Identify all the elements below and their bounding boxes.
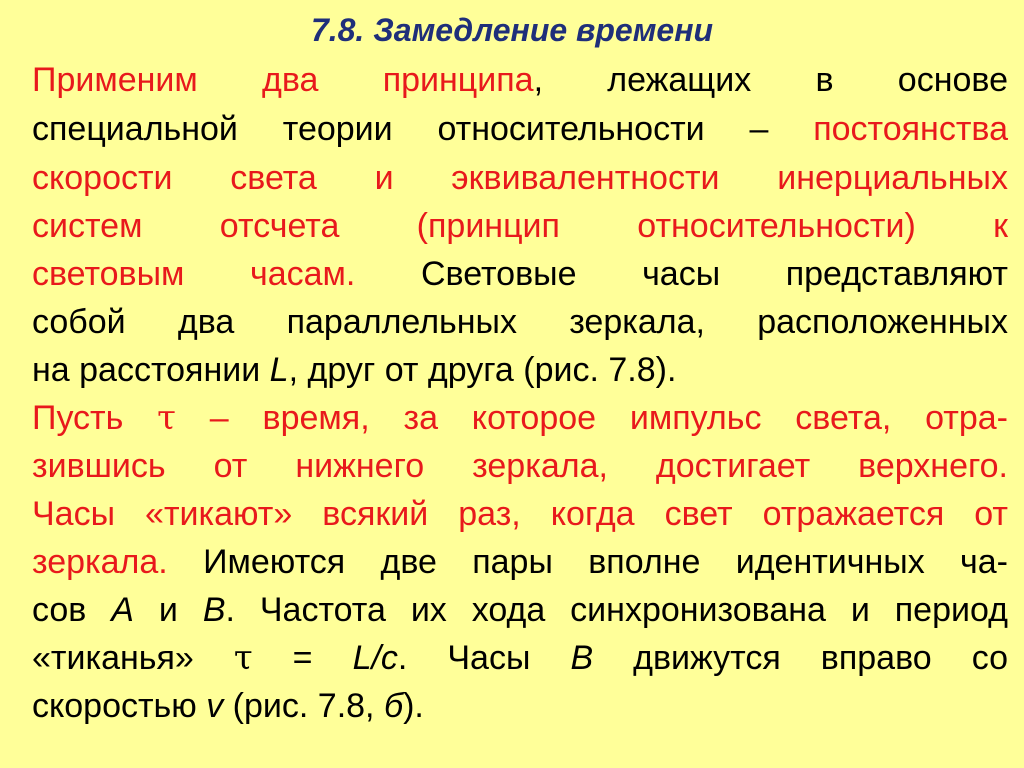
symbol-A: А	[111, 591, 134, 629]
text-segment: Имеются две пары вполне идентичных ча-	[167, 543, 1008, 581]
text-segment: (рис. 7.8,	[223, 687, 384, 725]
text-segment: , друг от друга (рис. 7.8).	[288, 351, 677, 389]
text-line-13	[32, 638, 1008, 678]
text-segment: Пусть	[32, 399, 158, 437]
text-line-9: зившись от нижнего зеркала, достигает верхнего.	[32, 447, 1008, 485]
text-line-2	[32, 109, 1008, 149]
text-line-12	[32, 590, 1008, 630]
text-segment: скоростью	[32, 687, 207, 725]
text-segment: . Частота их хода синхронизована и период	[225, 591, 1008, 629]
text-segment: движутся вправо со	[593, 639, 1008, 677]
text-line-7	[32, 350, 1008, 390]
symbol-B: В	[570, 639, 594, 677]
text-line-11	[32, 542, 1008, 582]
text-line-14	[32, 686, 1008, 726]
text-segment: специальной теории относительности –	[32, 110, 814, 148]
text-segment: =	[252, 639, 353, 677]
highlight-mirror: зеркала.	[32, 543, 168, 581]
symbol-B: В	[202, 591, 226, 629]
text-segment: и	[133, 591, 203, 629]
text-segment: – время, за которое импульс света, отра-	[175, 399, 1008, 437]
text-segment: на расстоянии	[32, 351, 270, 389]
highlight-constancy: постоянства	[813, 110, 1008, 148]
symbol-L: L	[269, 351, 289, 389]
symbol-tau: τ	[233, 638, 253, 678]
symbol-b: б	[383, 687, 404, 725]
text-segment: сов	[32, 591, 112, 629]
symbol-tau: τ	[157, 398, 176, 438]
slide-title: 7.8. Замедление времени	[310, 12, 714, 48]
text-line-1	[32, 60, 1008, 100]
text-line-4: систем отсчета (принцип относительности) к	[32, 207, 1008, 245]
text-line-5	[32, 254, 1008, 294]
formula-L-over-c: L/с	[352, 639, 398, 677]
text-line-8	[32, 398, 1008, 438]
text-segment: Световые часы представляют	[355, 255, 1008, 293]
text-segment: . Часы	[397, 639, 571, 677]
text-line-10: Часы «тикают» всякий раз, когда свет отражается от	[32, 495, 1008, 533]
text-line-3: скорости света и эквивалентности инерциальных	[32, 159, 1008, 197]
text-segment: ).	[403, 687, 424, 725]
text-line-6: собой два параллельных зеркала, расположенных	[32, 303, 1008, 341]
highlight-light-clocks: световым часам.	[32, 255, 356, 293]
symbol-v: v	[206, 687, 224, 725]
text-segment: «тиканья»	[32, 639, 234, 677]
text-segment: , лежащих в основе	[533, 61, 1008, 99]
highlight-principles: Применим два принципа	[32, 61, 534, 99]
